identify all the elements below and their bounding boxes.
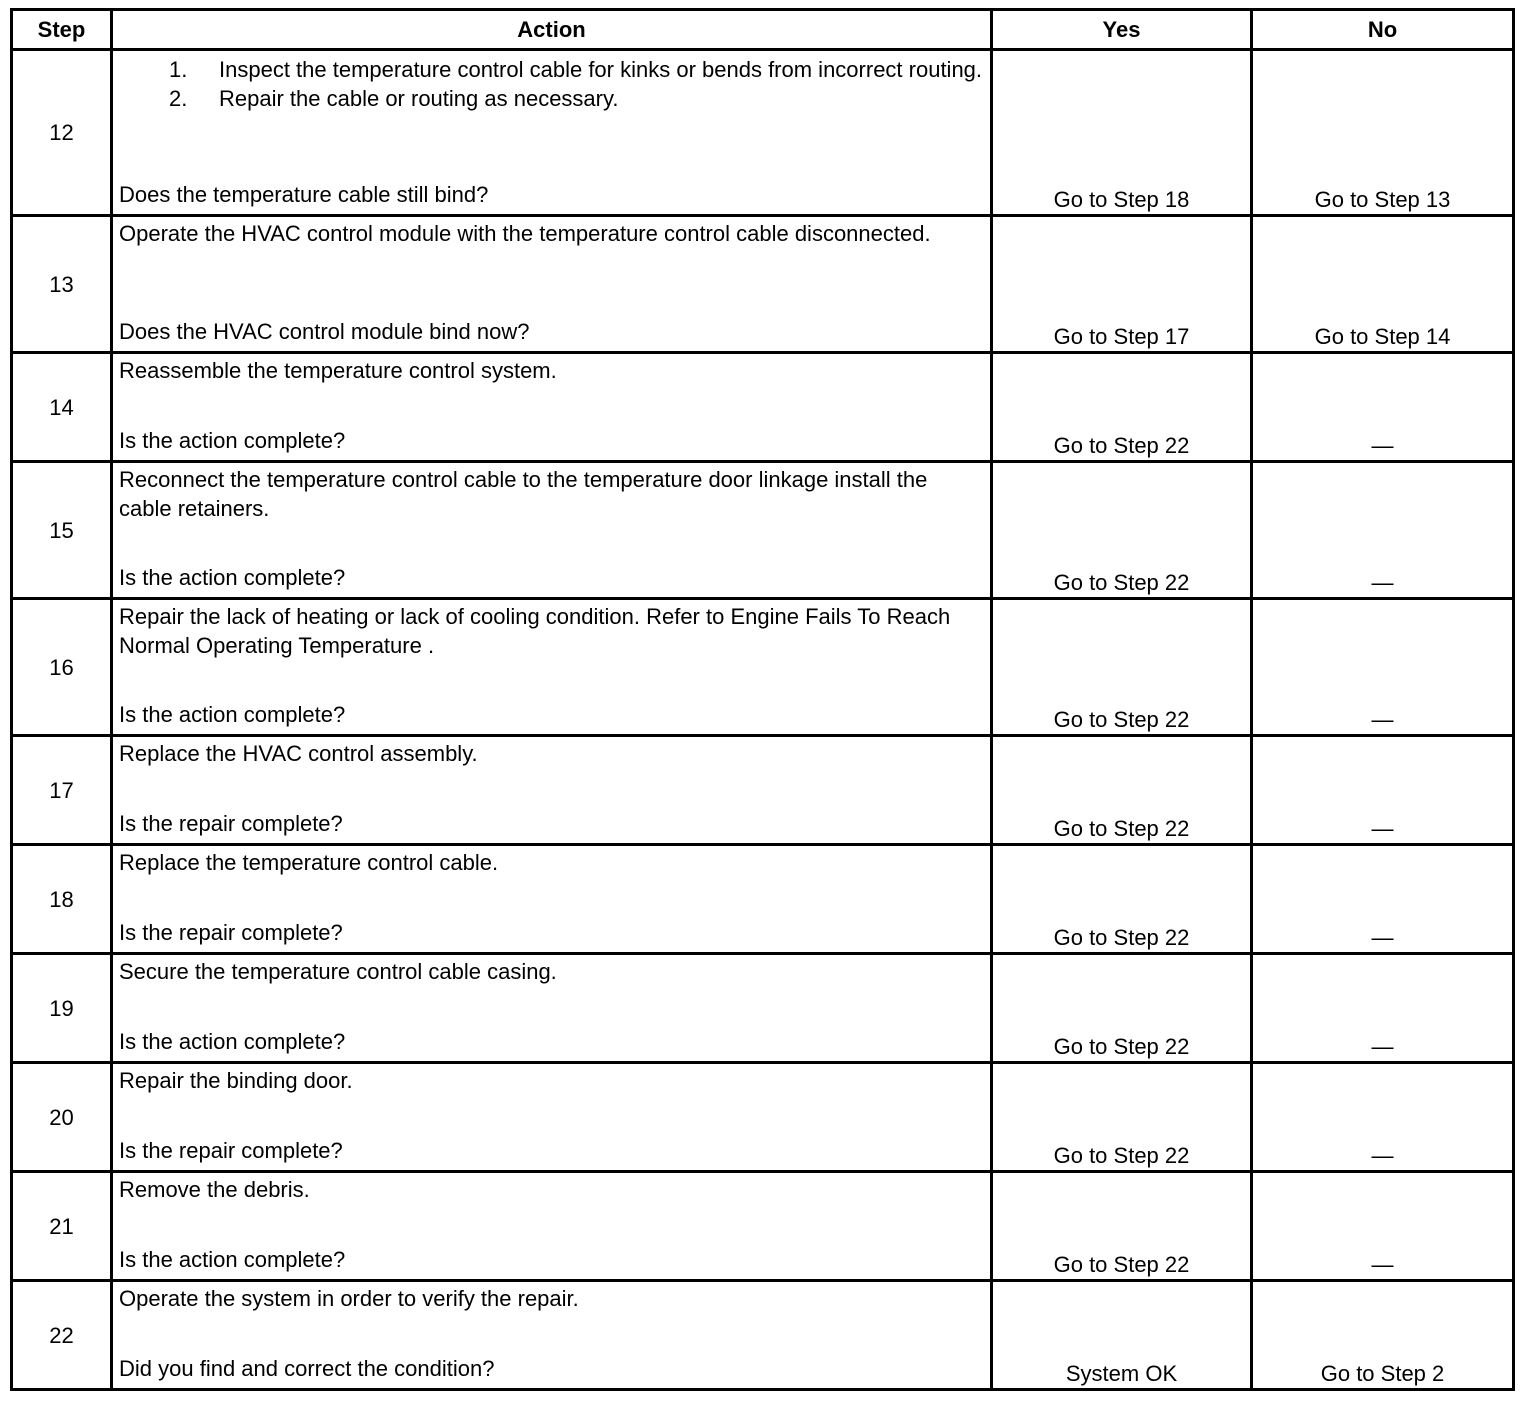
action-text: Replace the HVAC control assembly. bbox=[119, 741, 478, 766]
table-row bbox=[12, 1063, 1514, 1172]
no-result: Go to Step 2 bbox=[1252, 1281, 1514, 1390]
action-cell bbox=[112, 599, 992, 736]
action-cell bbox=[112, 353, 992, 462]
action-cell bbox=[112, 216, 992, 353]
action-cell bbox=[112, 462, 992, 599]
yes-result: Go to Step 22 bbox=[992, 845, 1252, 954]
action-cell bbox=[112, 50, 992, 216]
no-result: Go to Step 13 bbox=[1252, 50, 1514, 216]
action-question: Is the repair complete? bbox=[119, 811, 343, 836]
step-number: 22 bbox=[12, 1281, 112, 1390]
yes-result: System OK bbox=[992, 1281, 1252, 1390]
yes-result: Go to Step 17 bbox=[992, 216, 1252, 353]
step-number: 19 bbox=[12, 954, 112, 1063]
table-header-row bbox=[12, 10, 1514, 50]
action-text: Remove the debris. bbox=[119, 1177, 310, 1202]
table-row bbox=[12, 1281, 1514, 1390]
action-question: Does the temperature cable still bind? bbox=[119, 182, 489, 207]
step-number: 21 bbox=[12, 1172, 112, 1281]
yes-result: Go to Step 22 bbox=[992, 736, 1252, 845]
action-question: Is the action complete? bbox=[119, 428, 346, 453]
step-number: 18 bbox=[12, 845, 112, 954]
diagnostic-table bbox=[10, 8, 1515, 1391]
step-number: 13 bbox=[12, 216, 112, 353]
action-question: Is the repair complete? bbox=[119, 920, 343, 945]
table-row bbox=[12, 954, 1514, 1063]
header-action: Action bbox=[112, 10, 992, 50]
table-row bbox=[12, 50, 1514, 216]
yes-result: Go to Step 22 bbox=[992, 954, 1252, 1063]
no-result: — bbox=[1252, 1172, 1514, 1281]
yes-result: Go to Step 22 bbox=[992, 353, 1252, 462]
yes-result: Go to Step 22 bbox=[992, 599, 1252, 736]
action-text: Operate the system in order to verify the repair. bbox=[119, 1286, 579, 1311]
action-cell bbox=[112, 736, 992, 845]
step-number: 14 bbox=[12, 353, 112, 462]
action-question: Is the action complete? bbox=[119, 702, 346, 727]
header-yes: Yes bbox=[992, 10, 1252, 50]
step-number: 15 bbox=[12, 462, 112, 599]
header-step: Step bbox=[12, 10, 112, 50]
yes-result: Go to Step 18 bbox=[992, 50, 1252, 216]
action-text: Reconnect the temperature control cable to the temperature door linkage install the cable retainers. bbox=[119, 467, 928, 521]
action-text: Reassemble the temperature control system. bbox=[119, 358, 557, 383]
action-text: Operate the HVAC control module with the temperature control cable disconnected. bbox=[119, 221, 931, 246]
step-number: 16 bbox=[12, 599, 112, 736]
action-question: Is the action complete? bbox=[119, 1029, 346, 1054]
no-result: — bbox=[1252, 1063, 1514, 1172]
no-result: Go to Step 14 bbox=[1252, 216, 1514, 353]
yes-result: Go to Step 22 bbox=[992, 1063, 1252, 1172]
header-no: No bbox=[1252, 10, 1514, 50]
table-row bbox=[12, 1172, 1514, 1281]
action-question: Is the repair complete? bbox=[119, 1138, 343, 1163]
action-question: Is the action complete? bbox=[119, 565, 346, 590]
table-row bbox=[12, 216, 1514, 353]
table-row bbox=[12, 462, 1514, 599]
action-question: Is the action complete? bbox=[119, 1247, 346, 1272]
table-row bbox=[12, 599, 1514, 736]
action-text: Repair the binding door. bbox=[119, 1068, 353, 1093]
no-result: — bbox=[1252, 845, 1514, 954]
action-list bbox=[119, 55, 984, 113]
action-cell bbox=[112, 1063, 992, 1172]
action-list-item: Inspect the temperature control cable for kinks or bends from incorrect routing. bbox=[219, 57, 983, 82]
no-result: — bbox=[1252, 599, 1514, 736]
action-question: Does the HVAC control module bind now? bbox=[119, 319, 530, 344]
step-number: 17 bbox=[12, 736, 112, 845]
no-result: — bbox=[1252, 736, 1514, 845]
action-list-item: Repair the cable or routing as necessary. bbox=[219, 86, 619, 111]
step-number: 12 bbox=[12, 50, 112, 216]
action-question: Did you find and correct the condition? bbox=[119, 1356, 495, 1381]
step-number: 20 bbox=[12, 1063, 112, 1172]
no-result: — bbox=[1252, 353, 1514, 462]
no-result: — bbox=[1252, 954, 1514, 1063]
yes-result: Go to Step 22 bbox=[992, 462, 1252, 599]
table-row bbox=[12, 845, 1514, 954]
action-text: Replace the temperature control cable. bbox=[119, 850, 499, 875]
yes-result: Go to Step 22 bbox=[992, 1172, 1252, 1281]
action-cell bbox=[112, 1172, 992, 1281]
action-text: Secure the temperature control cable casing. bbox=[119, 959, 557, 984]
table-row bbox=[12, 736, 1514, 845]
action-cell bbox=[112, 845, 992, 954]
table-row bbox=[12, 353, 1514, 462]
no-result: — bbox=[1252, 462, 1514, 599]
action-cell bbox=[112, 954, 992, 1063]
action-text: Repair the lack of heating or lack of cooling condition. Refer to Engine Fails To Reach Normal Operating Temperature . bbox=[119, 604, 951, 658]
action-cell bbox=[112, 1281, 992, 1390]
